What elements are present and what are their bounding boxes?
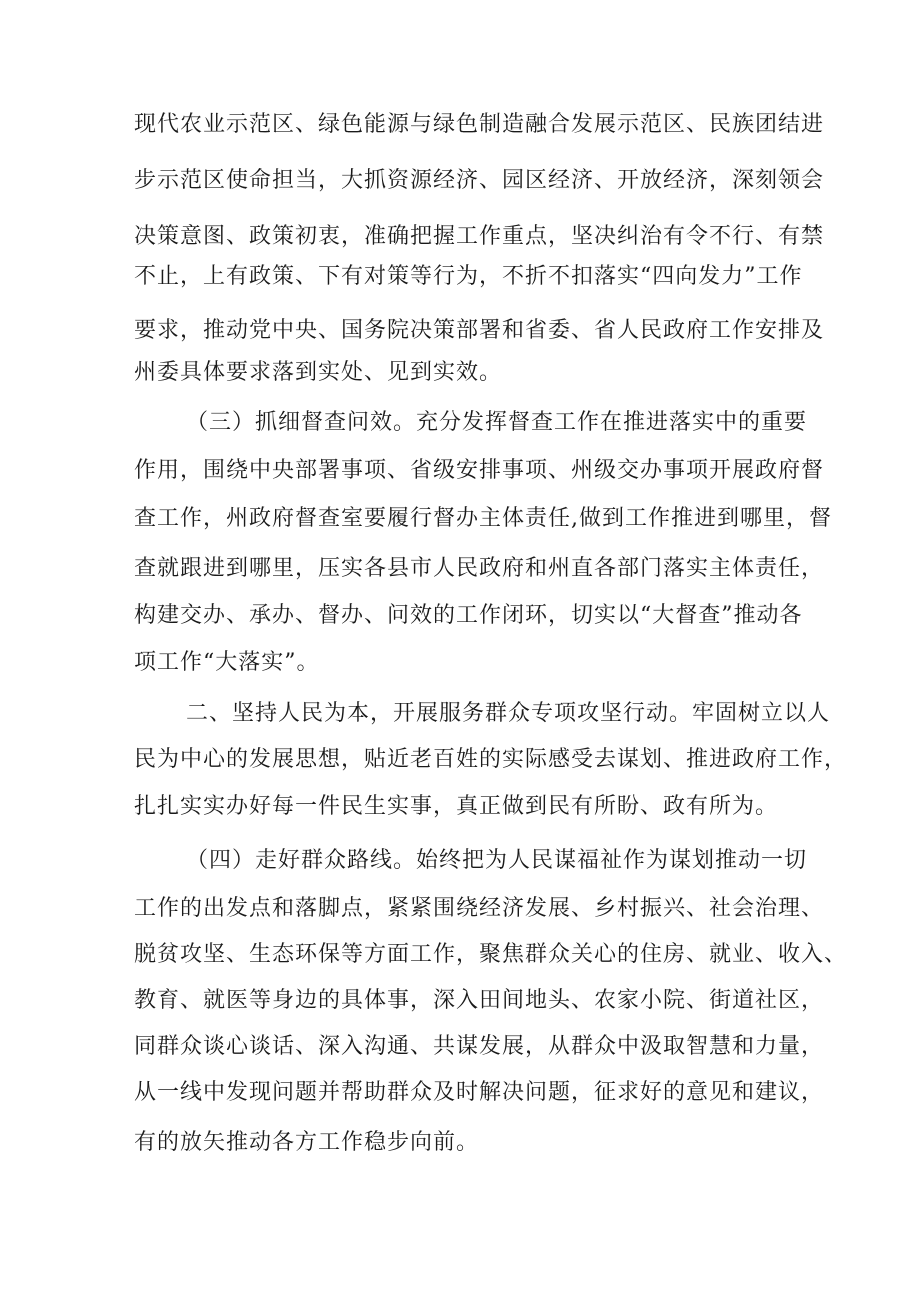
text-line: 作用，围绕中央部署事项、省级安排事项、州级交办事项开展政府督: [134, 458, 825, 483]
text-line: 二、坚持人民为本，开展服务群众专项攻坚行动。牢固树立以人: [186, 701, 831, 726]
text-line: 查就跟进到哪里，压实各县市人民政府和州直各部门落实主体责任，: [134, 556, 825, 581]
text-line: 查工作，州政府督查室要履行督办主体责任,做到工作推进到哪里，督: [134, 506, 832, 531]
text-line: 同群众谈心谈话、深入沟通、共谋发展，从群众中汲取智慧和力量，: [134, 1034, 825, 1059]
text-line: 步示范区使命担当，大抓资源经济、园区经济、开放经济，深刻领会: [134, 168, 825, 193]
text-line: 要求，推动党中央、国务院决策部署和省委、省人民政府工作安排及: [134, 318, 825, 343]
text-line: 工作的出发点和落脚点，紧紧围绕经济发展、乡村振兴、社会治理、: [134, 896, 825, 921]
text-line: 从一线中发现问题并帮助群众及时解决问题，征求好的意见和建议，: [134, 1080, 825, 1105]
text-line: 民为中心的发展思想，贴近老百姓的实际感受去谋划、推进政府工作，: [134, 747, 848, 772]
text-line: 现代农业示范区、绿色能源与绿色制造融合发展示范区、民族团结进: [134, 112, 825, 137]
text-line: 脱贫攻坚、生态环保等方面工作，聚焦群众关心的住房、就业、收入、: [134, 942, 848, 967]
text-line: 州委具体要求落到实处、见到实效。: [134, 360, 503, 385]
text-line: 扎扎实实办好每一件民生实事，真正做到民有所盼、政有所为。: [134, 794, 779, 819]
text-line: 构建交办、承办、督办、问效的工作闭环，切实以“大督查”推动各: [134, 603, 803, 628]
text-line: 项工作“大落实”。: [134, 650, 320, 675]
text-line: 教育、就医等身边的具体事，深入田间地头、农家小院、街道社区，: [134, 988, 825, 1013]
text-line: 不止，上有政策、下有对策等行为，不折不扣落实“四向发力”工作: [134, 264, 803, 289]
text-line: （四）走好群众路线。始终把为人民谋福祉作为谋划推动一切: [186, 848, 808, 873]
text-line: （三）抓细督查问效。充分发挥督查工作在推进落实中的重要: [186, 410, 808, 435]
text-line: 决策意图、政策初衷，准确把握工作重点，坚决纠治有令不行、有禁: [134, 224, 825, 249]
text-line: 有的放矢推动各方工作稳步向前。: [134, 1130, 480, 1155]
